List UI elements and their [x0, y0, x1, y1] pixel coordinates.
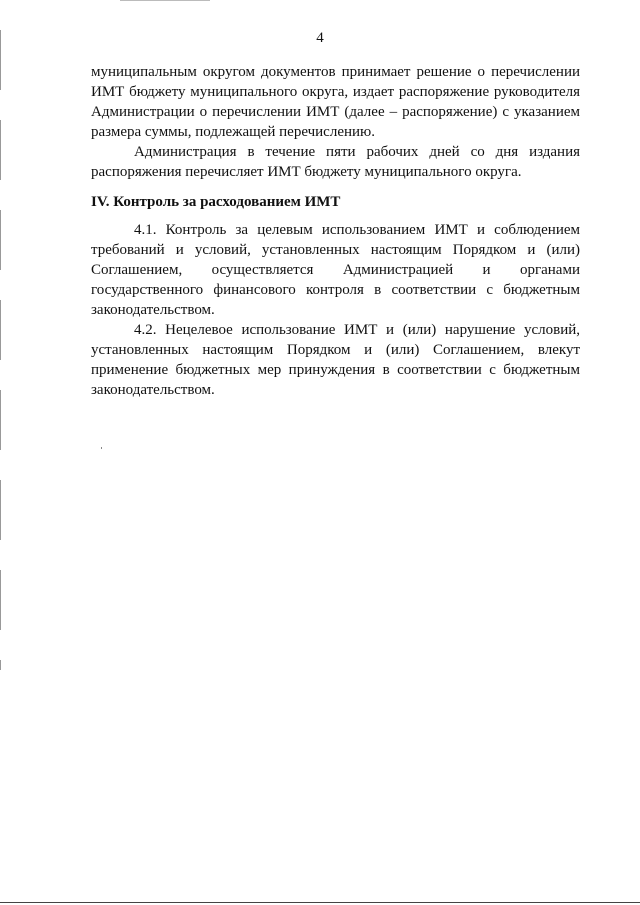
scan-speck [101, 447, 102, 449]
document-body [91, 62, 580, 400]
paragraph-4-2: 4.2. Нецелевое использование ИМТ и (или) нарушение условий, установленных настоящим Порядком и (или) Соглашением, влекут применение бюджетных мер принуждения в соответствии с бюджетным законодательством. [91, 322, 580, 398]
scan-edge-left [0, 30, 1, 670]
page-number: 4 [316, 30, 324, 46]
scan-edge-top [120, 0, 210, 1]
paragraph-4-1: 4.1. Контроль за целевым использованием ИМТ и соблюдением требований и условий, установленных настоящим Порядком и (или) Соглашением, осуществляется Администрацией и органами государственного финансового контроля в соответствии с бюджетным законодательством. [91, 222, 580, 318]
section-title: IV. Контроль за расходованием ИМТ [91, 194, 341, 210]
scan-edge-bottom [0, 902, 640, 903]
paragraph-continuation: муниципальным округом документов принимает решение о перечислении ИМТ бюджету муниципального округа, издает распоряжение руководителя Администрации о перечислении ИМТ (далее – распоряжение) с указанием размера суммы, подлежащей перечислению. [91, 64, 580, 140]
paragraph-administration-transfer: Администрация в течение пяти рабочих дней со дня издания распоряжения перечисляет ИМТ бюджету муниципального округа. [91, 144, 580, 180]
